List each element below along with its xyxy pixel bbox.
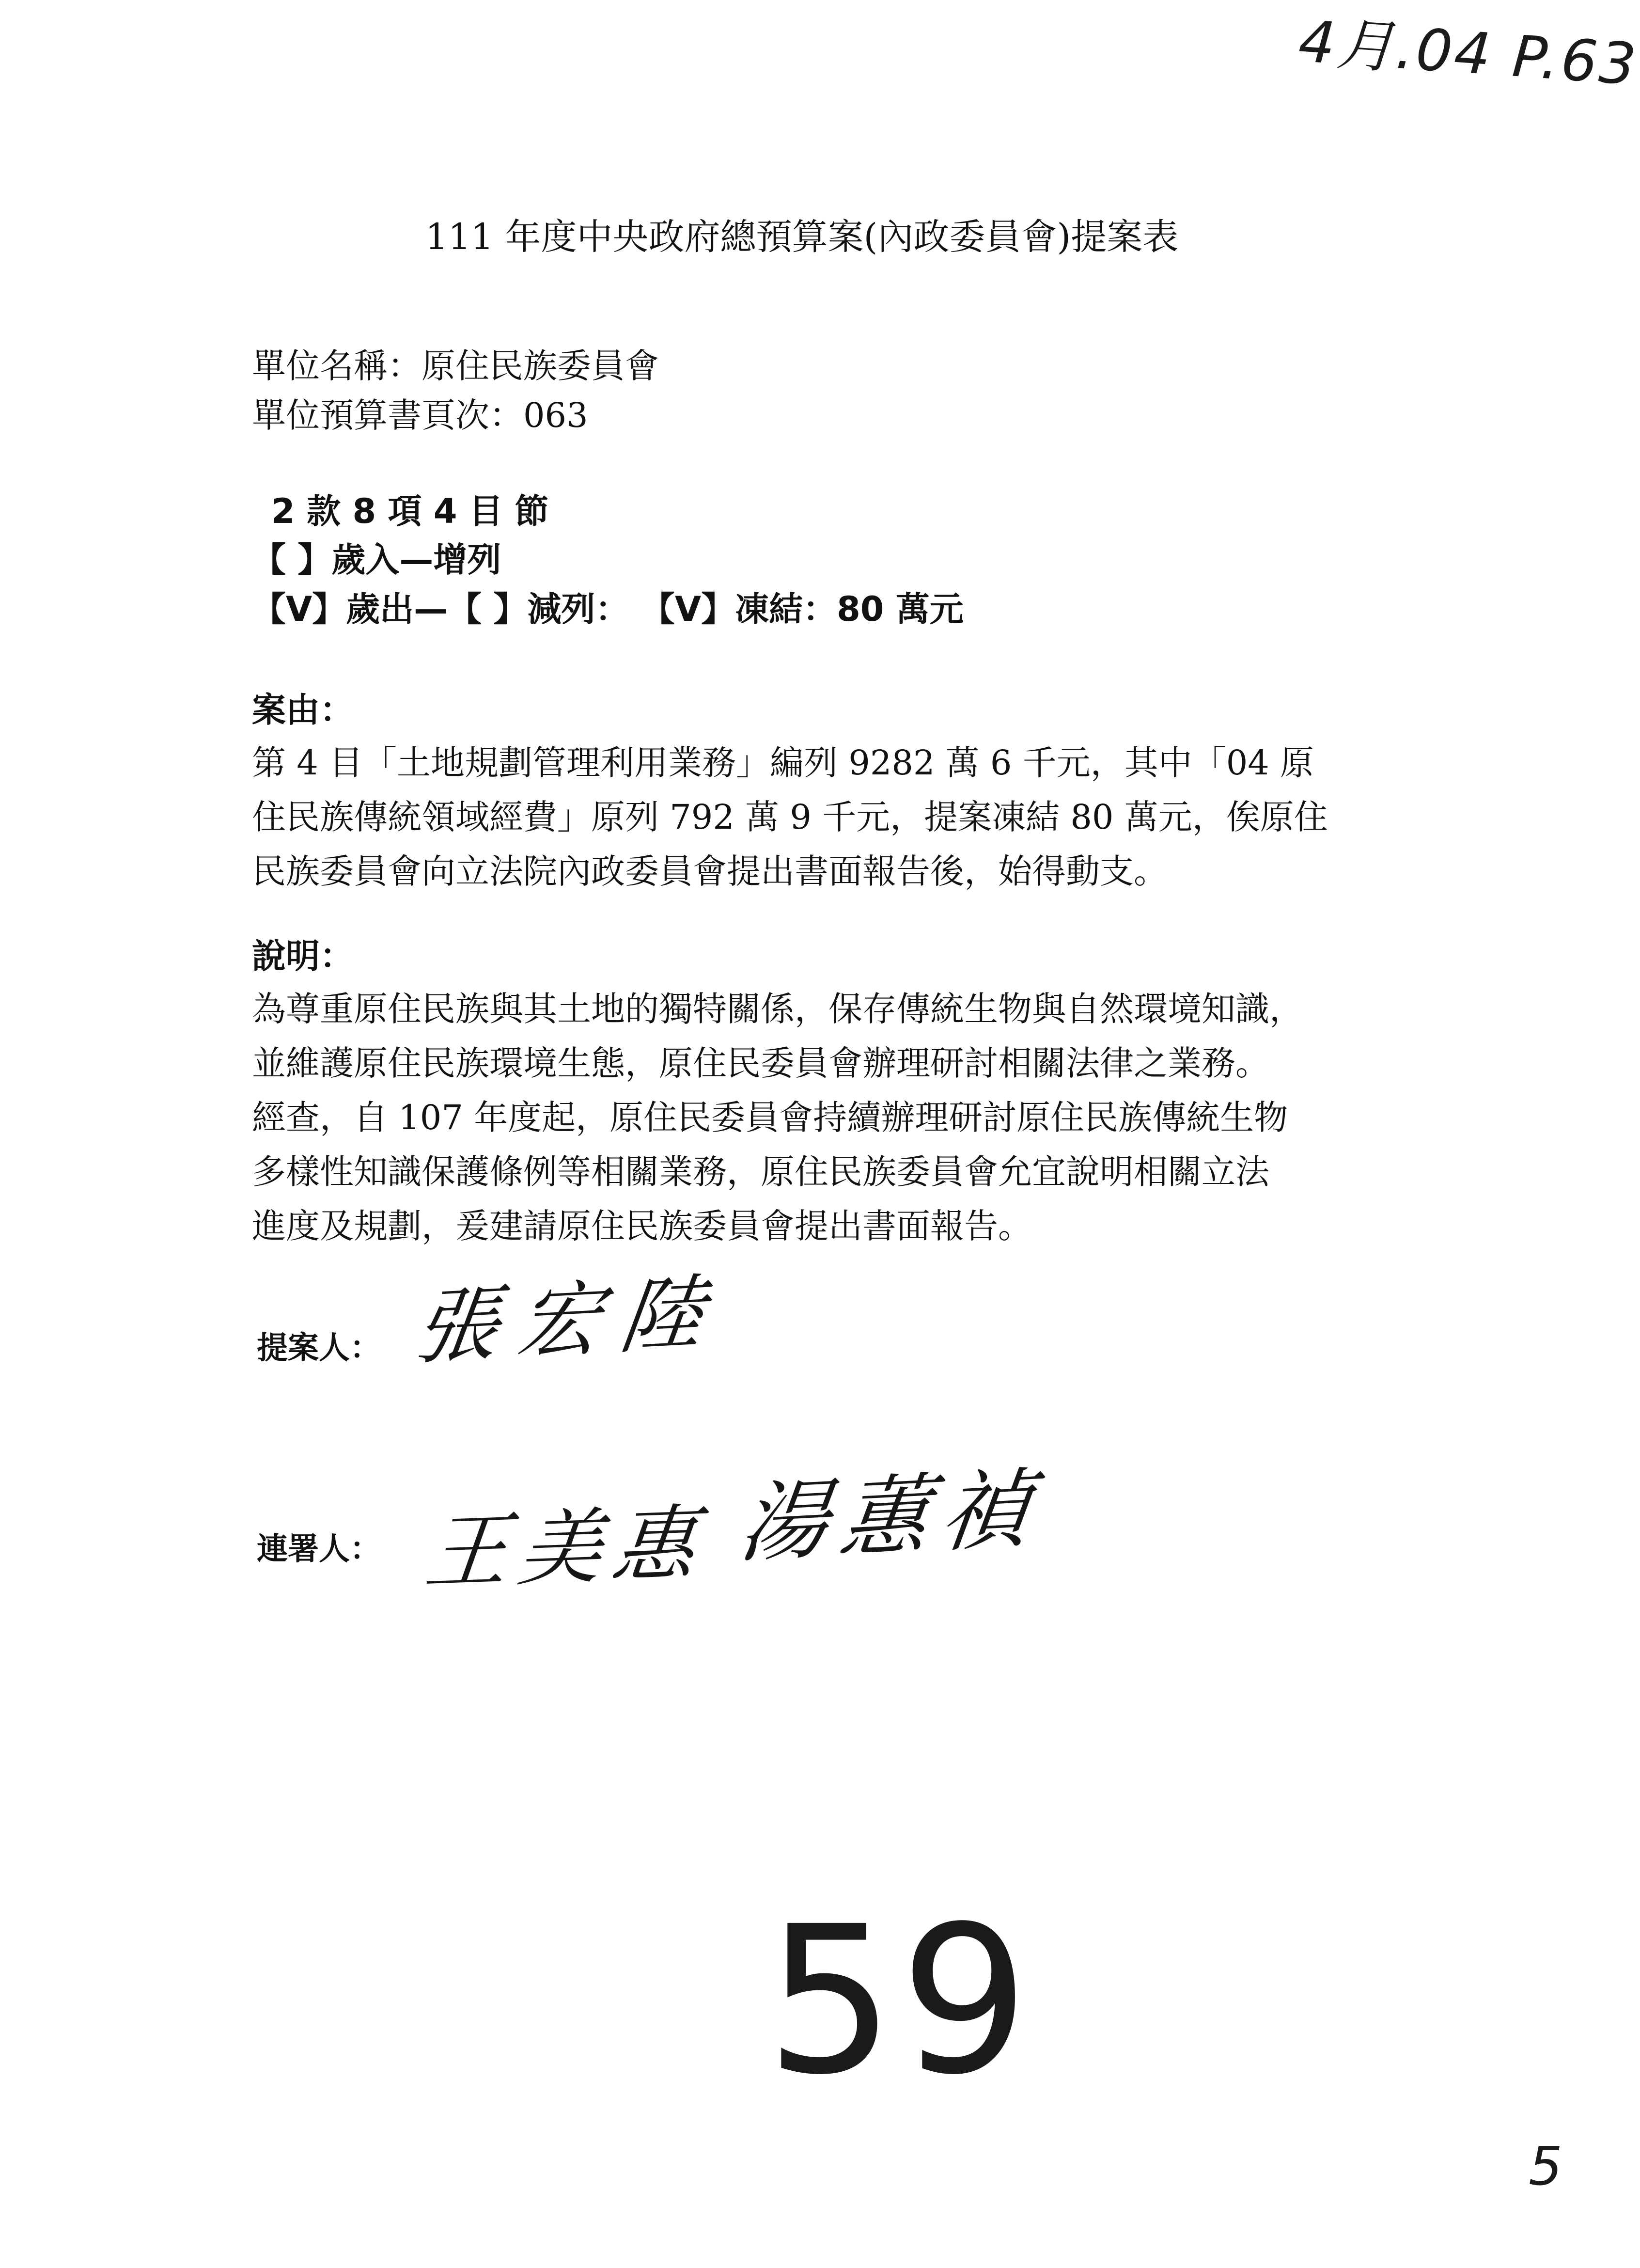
cosigner-signature-2: 湯蕙禎 xyxy=(734,1458,1048,1575)
proposer-label: 提案人： xyxy=(257,1330,381,1366)
cosigner-label: 連署人： xyxy=(257,1531,381,1567)
reason-paragraph xyxy=(252,736,1415,898)
revenue-checkbox-line: 【 】歲入—增列 xyxy=(252,540,501,580)
proposer-signature: 張宏陸 xyxy=(409,1264,729,1377)
reason-heading: 案由： xyxy=(252,690,354,730)
explanation-line: 多樣性知識保護條例等相關業務，原住民族委員會允宜說明相關立法 xyxy=(252,1152,1269,1192)
handwritten-reference-note: 4月.04 P.63 xyxy=(1296,7,1640,98)
explanation-line: 為尊重原住民族與其土地的獨特關係，保存傳統生物與自然環境知識， xyxy=(252,989,1303,1029)
explanation-line: 並維護原住民族環境生態，原住民委員會辦理研討相關法律之業務。 xyxy=(252,1043,1269,1083)
explanation-heading: 說明： xyxy=(252,936,354,976)
explanation-line: 進度及規劃，爰建請原住民族委員會提出書面報告。 xyxy=(252,1206,1032,1246)
explanation-paragraph xyxy=(252,982,1415,1253)
document-title: 111 年度中央政府總預算案(內政委員會)提案表 xyxy=(425,216,1179,258)
reason-line: 第 4 目「土地規劃管理利用業務」編列 9282 萬 6 千元，其中「04 原 xyxy=(252,743,1314,783)
cosigner-signature-1: 王美惠 xyxy=(421,1496,711,1601)
explanation-line: 經查，自 107 年度起，原住民委員會持續辦理研討原住民族傳統生物 xyxy=(252,1098,1288,1137)
reason-line: 住民族傳統領域經費」原列 792 萬 9 千元，提案凍結 80 萬元，俟原住 xyxy=(252,797,1328,837)
handwritten-corner-mark: 5 xyxy=(1529,2135,1562,2197)
handwritten-page-number: 59 xyxy=(765,1883,1034,2120)
budget-section-line: 2 款 8 項 4 目 節 xyxy=(271,491,549,531)
unit-name-line: 單位名稱：原住民族委員會 xyxy=(252,346,659,386)
unit-budget-page-line: 單位預算書頁次：063 xyxy=(252,395,588,435)
expense-freeze-line: 【V】歲出—【 】減列： 【V】凍結：80 萬元 xyxy=(252,589,964,629)
reason-line: 民族委員會向立法院內政委員會提出書面報告後，始得動支。 xyxy=(252,851,1168,891)
